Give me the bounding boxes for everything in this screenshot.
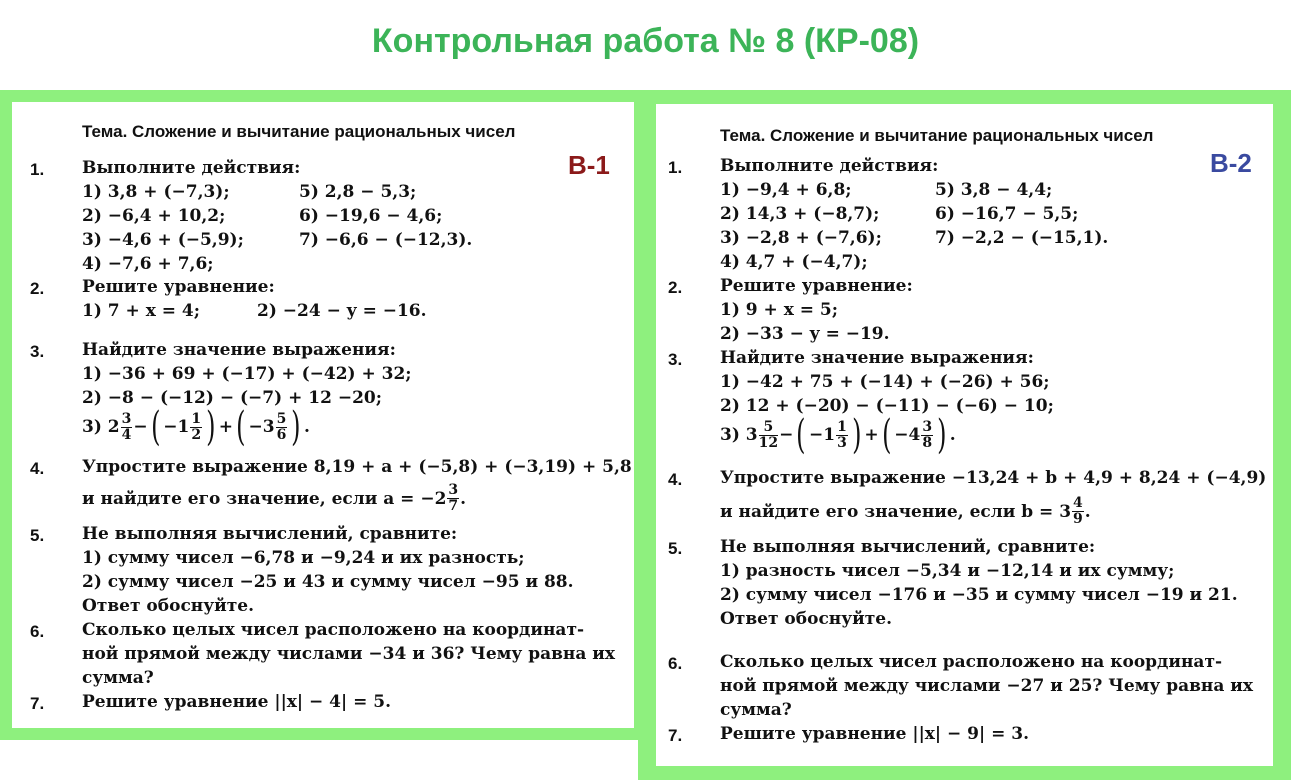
question-number: 3. [30, 342, 45, 361]
q5-heading: Не выполняя вычислений, сравните: [720, 537, 1096, 557]
q2-heading: Решите уравнение: [82, 277, 275, 297]
page-title: Контрольная работа № 8 (КР-08) [371, 22, 920, 60]
q1-item: 6) −19,6 − 4,6; [299, 206, 443, 226]
q2-heading: Решите уравнение: [720, 276, 913, 296]
question-number: 2. [668, 278, 683, 297]
q1-item: 7) −2,2 − (−15,1). [935, 228, 1109, 248]
question-number: 4. [30, 459, 45, 478]
question-number: 2. [30, 279, 45, 298]
q2-item: 1) 9 + x = 5; [720, 300, 839, 320]
q6-line: Сколько целых чисел расположено на координат- [82, 620, 585, 640]
question-number: 5. [668, 539, 683, 558]
q3-fraction-expression: 3) 2 $\frac{3}{4}$ − ( −1 $\frac{1}{2}$ ) + ( −3 $\frac{5}{6}$ ) . [82, 404, 310, 450]
question-number: 6. [668, 654, 683, 673]
q5-item: Ответ обоснуйте. [720, 609, 892, 629]
q2-item: 2) −33 − y = −19. [720, 324, 890, 344]
q3-item: 1) −36 + 69 + (−17) + (−42) + 32; [82, 364, 412, 384]
question-number: 6. [30, 622, 45, 641]
variant-2-sheet [656, 104, 1273, 766]
q4-line: Упростите выражение 8,19 + a + (−5,8) + (−3,19) + 5,8 [82, 457, 632, 477]
q5-item: 1) сумму чисел −6,78 и −9,24 и их разность; [82, 548, 525, 568]
q3-item: 2) 12 + (−20) − (−11) − (−6) − 10; [720, 396, 1054, 416]
question-number: 1. [668, 158, 683, 177]
q1-heading: Выполните действия: [82, 158, 301, 178]
q3-fraction-expression: 3) 3 $\frac{5}{12}$ − ( −1 $\frac{1}{3}$ ) + ( −4 $\frac{3}{8}$ ) . [720, 412, 956, 458]
question-number: 3. [668, 350, 683, 369]
q6-line: Сколько целых чисел расположено на координат- [720, 652, 1223, 672]
q3-heading: Найдите значение выражения: [82, 340, 396, 360]
q2-item: 1) 7 + x = 4; [82, 301, 201, 321]
question-number: 7. [668, 726, 683, 745]
question-number: 4. [668, 470, 683, 489]
q2-item: 2) −24 − y = −16. [257, 301, 427, 321]
q1-item: 7) −6,6 − (−12,3). [299, 230, 473, 250]
q3-heading: Найдите значение выражения: [720, 348, 1034, 368]
q1-item: 2) −6,4 + 10,2; [82, 206, 226, 226]
q7-line: Решите уравнение ||x| − 4| = 5. [82, 692, 391, 712]
q1-item: 5) 2,8 − 5,3; [299, 182, 417, 202]
q1-heading: Выполните действия: [720, 156, 939, 176]
q6-line: сумма? [720, 700, 792, 720]
q6-line: сумма? [82, 668, 154, 688]
q5-item: 1) разность чисел −5,34 и −12,14 и их сумму; [720, 561, 1175, 581]
question-number: 1. [30, 160, 45, 179]
variant-1-sheet [12, 102, 634, 728]
q3-item: 1) −42 + 75 + (−14) + (−26) + 56; [720, 372, 1050, 392]
topic-heading: Тема. Сложение и вычитание рациональных чисел [82, 122, 516, 141]
topic-heading: Тема. Сложение и вычитание рациональных чисел [720, 126, 1154, 145]
q6-line: ной прямой между числами −34 и 36? Чему равна их [82, 644, 616, 664]
q5-item: Ответ обоснуйте. [82, 596, 254, 616]
variant-2-panel [638, 90, 1291, 780]
q7-line: Решите уравнение ||x| − 9| = 3. [720, 724, 1029, 744]
q5-item: 2) сумму чисел −25 и 43 и сумму чисел −95 и 88. [82, 572, 574, 592]
variant-label: В-1 [568, 150, 610, 180]
q1-item: 1) −9,4 + 6,8; [720, 180, 852, 200]
q4-line: Упростите выражение −13,24 + b + 4,9 + 8,24 + (−4,9) [720, 468, 1267, 488]
q6-line: ной прямой между числами −27 и 25? Чему равна их [720, 676, 1254, 696]
q1-item: 2) 14,3 + (−8,7); [720, 204, 880, 224]
q1-item: 3) −2,8 + (−7,6); [720, 228, 882, 248]
variant-label: В-2 [1210, 148, 1252, 178]
q1-item: 1) 3,8 + (−7,3); [82, 182, 230, 202]
q1-item: 5) 3,8 − 4,4; [935, 180, 1053, 200]
q1-item: 4) −7,6 + 7,6; [82, 254, 214, 274]
q4-line: и найдите его значение, если b = 3 $\frac{4}{9}$ . [720, 495, 1091, 527]
question-number: 7. [30, 694, 45, 713]
q1-item: 3) −4,6 + (−5,9); [82, 230, 244, 250]
q4-line: и найдите его значение, если a = −2 $\frac{3}{7}$ . [82, 482, 467, 514]
q5-item: 2) сумму чисел −176 и −35 и сумму чисел −19 и 21. [720, 585, 1238, 605]
q1-item: 6) −16,7 − 5,5; [935, 204, 1079, 224]
variant-1-panel [0, 90, 652, 740]
q3-item: 2) −8 − (−12) − (−7) + 12 −20; [82, 388, 383, 408]
q5-heading: Не выполняя вычислений, сравните: [82, 524, 458, 544]
q1-item: 4) 4,7 + (−4,7); [720, 252, 868, 272]
question-number: 5. [30, 526, 45, 545]
